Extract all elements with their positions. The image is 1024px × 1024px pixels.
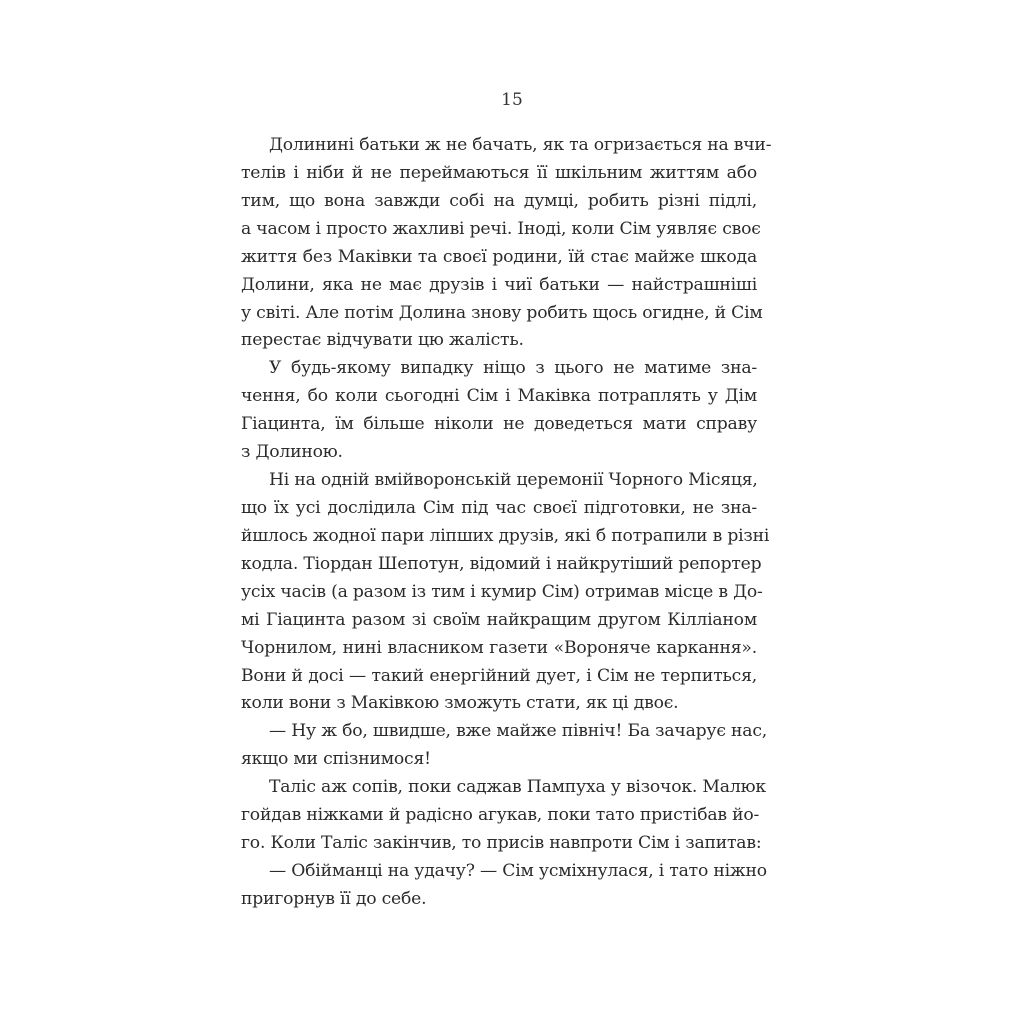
text-line: тим, що вона завжди собі на думці, робить різні підлі, (241, 190, 757, 211)
text-line: а часом і просто жахливі речі. Іноді, коли Сім уявляє своє (241, 218, 761, 239)
text-line: усіх часів (а разом із тим і кумир Сім) отримав місце в До- (241, 581, 763, 602)
text-line: з Долиною. (241, 442, 343, 463)
text-line: Долини, яка не має друзів і чиї батьки — найстрашніші (241, 274, 757, 295)
text-line: — Ну ж бо, швидше, вже майже північ! Ба зачарує нас, (269, 721, 768, 742)
text-line: Таліс аж сопів, поки саджав Пампуха у візочок. Малюк (269, 777, 766, 798)
body-text (241, 132, 772, 914)
text-line: кодла. Тіордан Шепотун, відомий і найкрутіший репортер (241, 553, 762, 574)
text-line: йшлось жодної пари ліпших друзів, які б потрапили в різні (241, 525, 770, 546)
text-line: чення, бо коли сьогодні Сім і Маківка потраплять у Дім (241, 386, 757, 407)
text-line: мі Гіацинта разом зі своїм найкращим другом Кілліаном (241, 609, 757, 630)
text-line: гойдав ніжками й радісно агукав, поки тато пристібав йо- (241, 805, 760, 826)
text-line: коли вони з Маківкою зможуть стати, як ці двоє. (241, 693, 679, 714)
text-line: якщо ми спізнимося! (241, 749, 431, 770)
page-number: 15 (501, 90, 523, 110)
text-line: пригорнув її до себе. (241, 888, 427, 909)
text-line: Вони й досі — такий енергійний дует, і Сім не терпиться, (241, 665, 757, 686)
text-line: перестає відчувати цю жалість. (241, 330, 524, 351)
text-line: у світі. Але потім Долина знову робить щось огидне, й Сім (241, 302, 763, 323)
text-line: — Обійманці на удачу? — Сім усміхнулася, і тато ніжно (269, 860, 767, 881)
text-line: го. Коли Таліс закінчив, то присів навпроти Сім і запитав: (241, 833, 762, 854)
text-line: Долинині батьки ж не бачать, як та огризається на вчи- (269, 135, 772, 155)
text-line: Гіацинта, їм більше ніколи не доведеться мати справу (241, 414, 757, 435)
text-line: У будь-якому випадку ніщо з цього не матиме зна- (269, 358, 757, 379)
text-line: Чорнилом, нині власником газети «Вороняче каркання». (241, 637, 757, 658)
text-line: життя без Маківки та своєї родини, їй стає майже шкода (241, 246, 757, 267)
text-line: Ні на одній вмійворонській церемонії Чорного Місяця, (269, 470, 758, 491)
text-line: телів і ніби й не переймаються її шкільним життям або (241, 162, 757, 183)
text-line: що їх усі дослідила Сім під час своєї підготовки, не зна- (241, 497, 757, 518)
